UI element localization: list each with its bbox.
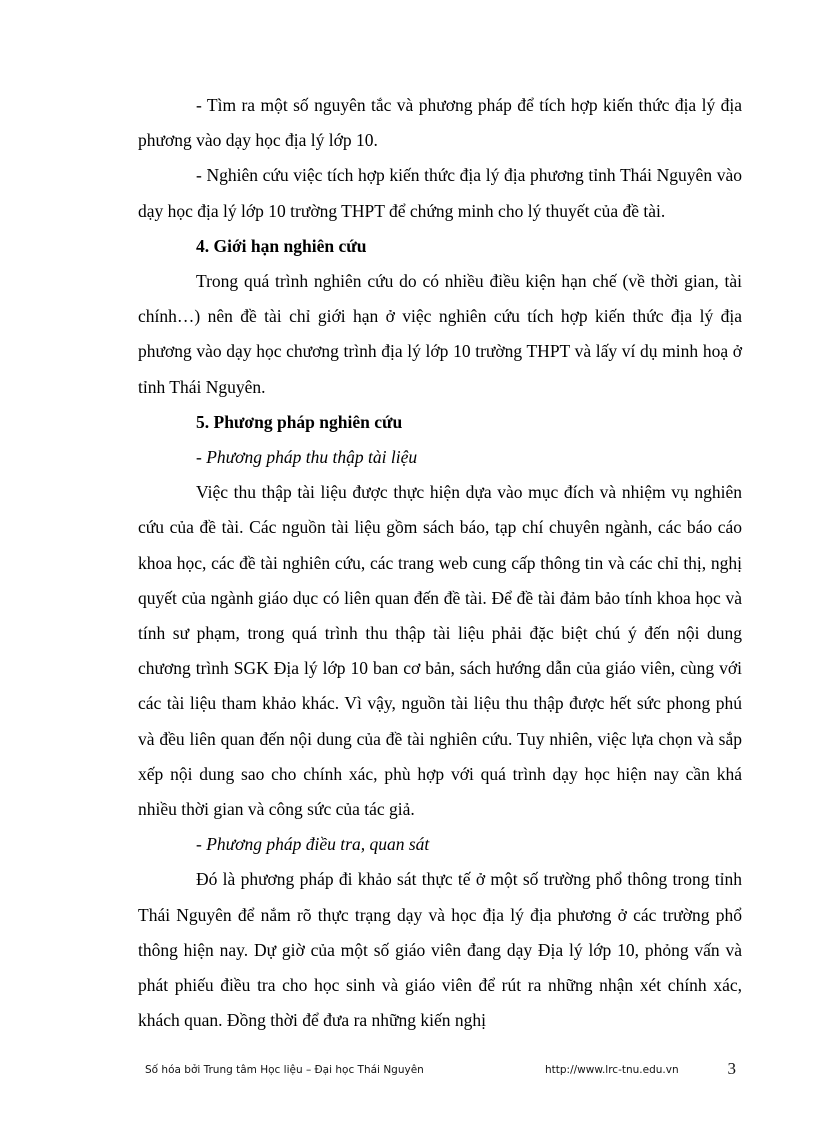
page-number: 3 bbox=[727, 1059, 736, 1078]
paragraph-survey-observation: Đó là phương pháp đi khảo sát thực tế ở một số trường phổ thông trong tỉnh Thái Nguyên để nắm rõ thực trạng dạy và học địa lý địa phương ở các trường phổ thông hiện nay. Dự giờ của một số giáo viên đang dạy Địa lý lớp 10, phỏng vấn và phát phiếu điều tra cho học sinh và giáo viên để rút ra những nhận xét chính xác, khách quan. Đồng thời để đưa ra những kiến nghị bbox=[138, 869, 742, 1031]
heading-research-scope: 4. Giới hạn nghiên cứu bbox=[196, 235, 367, 256]
heading-research-methods: 5. Phương pháp nghiên cứu bbox=[196, 411, 403, 432]
subheading-document-collection: - Phương pháp thu thập tài liệu bbox=[196, 447, 418, 468]
subheading-survey-observation: - Phương pháp điều tra, quan sát bbox=[196, 834, 430, 855]
footer-url[interactable]: http://www.lrc-tnu.edu.vn bbox=[545, 1064, 679, 1076]
paragraph-document-collection: Việc thu thập tài liệu được thực hiện dựa vào mục đích và nhiệm vụ nghiên cứu của đề tài. Các nguồn tài liệu gồm sách báo, tạp chí chuyên ngành, các báo cáo khoa học, các đề tài nghiên cứu, các trang web cung cấp thông tin và các chỉ thị, nghị quyết của ngành giáo dục có liên quan đến đề tài. Để đề tài đảm bảo tính khoa học và tính sư phạm, trong quá trình thu thập tài liệu phải đặc biệt chú ý đến nội dung chương trình SGK Địa lý lớp 10 ban cơ bản, sách hướng dẫn của giáo viên, cùng với các tài liệu tham khảo khác. Vì vậy, nguồn tài liệu thu thập được hết sức phong phú và đều liên quan đến nội dung của đề tài nghiên cứu. Tuy nhiên, việc lựa chọn và sắp xếp nội dung sao cho chính xác, phù hợp với quá trình dạy học hiện nay cần khá nhiều thời gian và công sức của tác giả. bbox=[138, 482, 742, 820]
page-body bbox=[138, 88, 742, 1038]
footer-credit: Số hóa bởi Trung tâm Học liệu – Đại học Thái Nguyên bbox=[145, 1064, 424, 1076]
page-footer bbox=[145, 1059, 740, 1082]
paragraph-objective-research: - Nghiên cứu việc tích hợp kiến thức địa lý địa phương tỉnh Thái Nguyên vào dạy học địa lý lớp 10 trường THPT để chứng minh cho lý thuyết của đề tài. bbox=[138, 165, 742, 221]
paragraph-objective-principles: - Tìm ra một số nguyên tắc và phương pháp để tích hợp kiến thức địa lý địa phương vào dạy học địa lý lớp 10. bbox=[138, 95, 742, 151]
paragraph-research-scope: Trong quá trình nghiên cứu do có nhiều điều kiện hạn chế (về thời gian, tài chính…) nên đề tài chỉ giới hạn ở việc nghiên cứu tích hợp kiến thức địa lý địa phương vào dạy học chương trình địa lý lớp 10 trường THPT và lấy ví dụ minh hoạ ở tỉnh Thái Nguyên. bbox=[138, 271, 742, 397]
